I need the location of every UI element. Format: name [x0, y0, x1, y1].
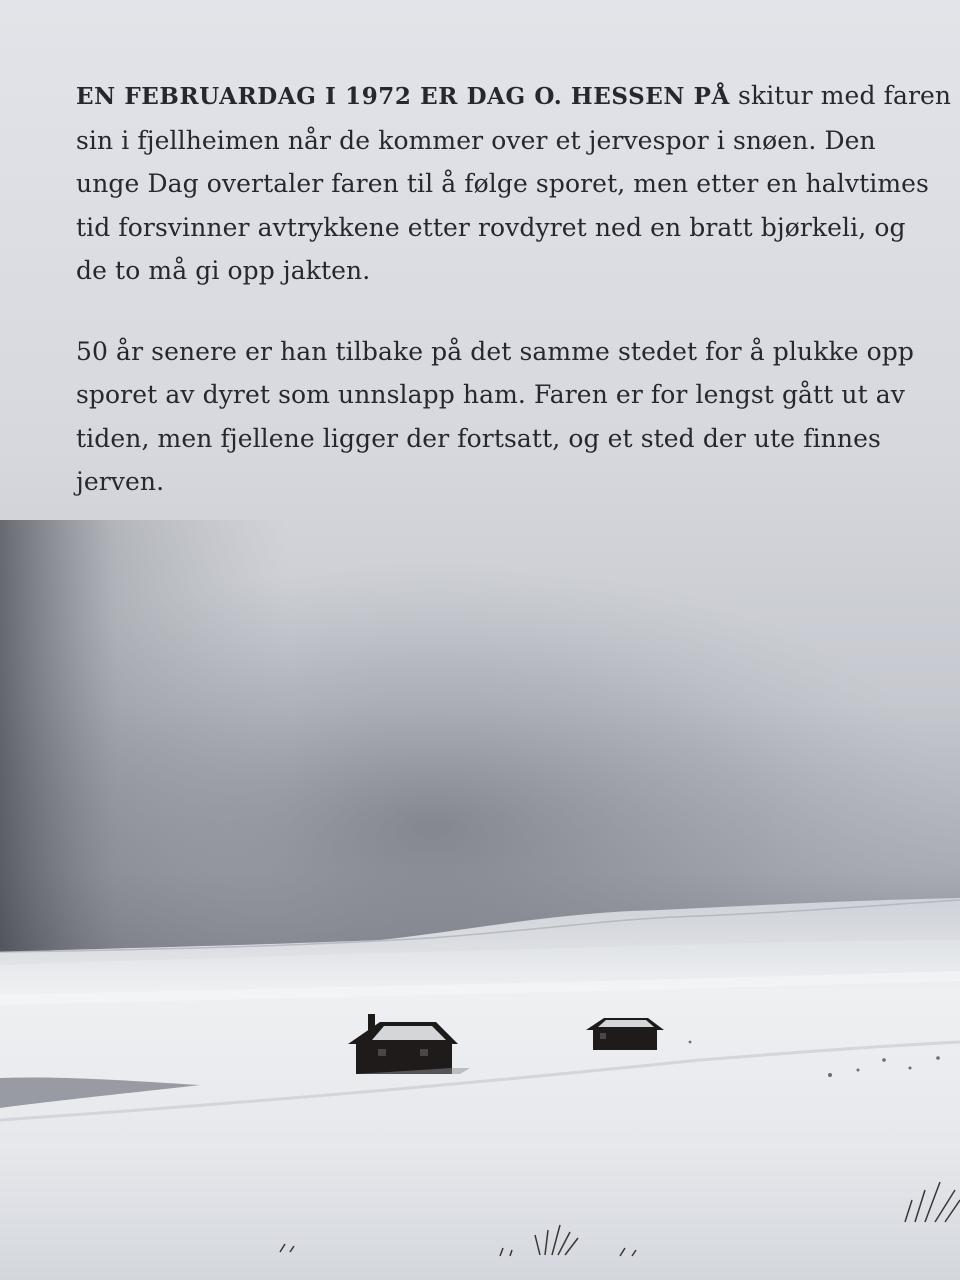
- intro-line-4: tid forsvinner avtrykkene etter rovdyret ned en bratt bjørkeli, og: [76, 212, 906, 242]
- intro-line-1-rest: skitur med faren: [729, 81, 952, 110]
- article-text: [76, 74, 952, 504]
- second-line-2: sporet av dyret som unnslapp ham. Faren er for lengst gått ut av: [76, 380, 906, 409]
- intro-line-2: sin i fjellheimen når de kommer over et jervespor i snøen. Den: [76, 125, 876, 155]
- intro-line-5: de to må gi opp jakten.: [76, 256, 371, 285]
- second-line-1: 50 år senere er han tilbake på det samme stedet for å plukke opp: [76, 336, 915, 366]
- second-line-4: jerven.: [76, 467, 165, 496]
- second-line-3: tiden, men fjellene ligger der fortsatt, og et sted der ute finnes: [76, 423, 881, 453]
- second-paragraph: [76, 330, 915, 504]
- intro-paragraph: [76, 74, 952, 293]
- intro-lead: EN FEBRUARDAG I 1972 ER DAG O. HESSEN PÅ: [76, 83, 730, 110]
- intro-line-1: [76, 74, 952, 119]
- cabin-small: [586, 1018, 664, 1050]
- intro-line-3: unge Dag overtaler faren til å følge sporet, men etter en halvtimes: [76, 169, 929, 198]
